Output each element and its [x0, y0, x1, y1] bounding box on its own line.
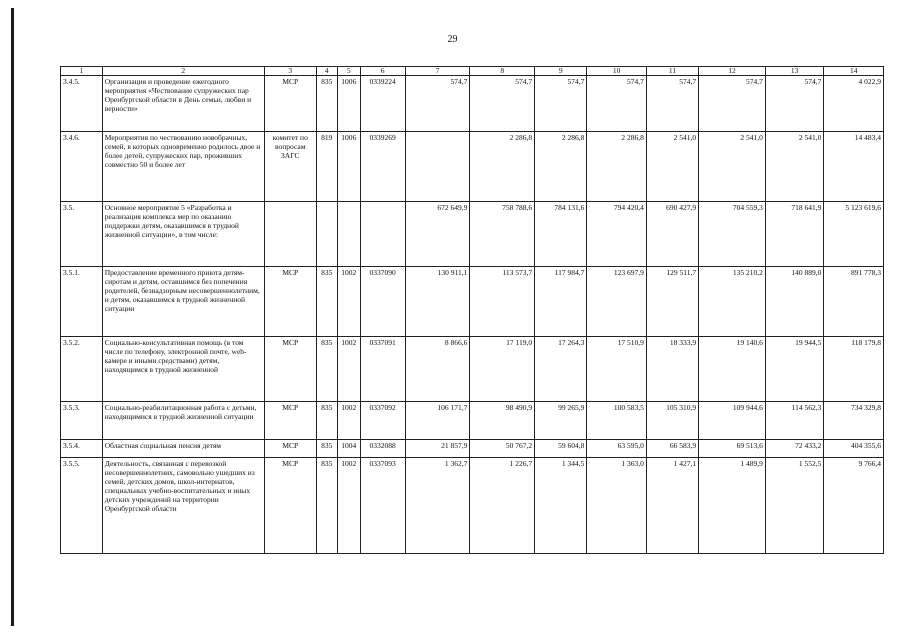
row-value: 19 140,6	[699, 337, 766, 402]
row-value: 106 171,7	[405, 402, 470, 440]
row-value: 2 541,0	[765, 132, 823, 202]
row-executor: МСР	[264, 402, 316, 440]
row-executor: МСР	[264, 267, 316, 337]
row-value: 140 889,0	[765, 267, 823, 337]
row-value: 2 541,0	[699, 132, 766, 202]
row-code-target: 0337090	[360, 267, 405, 337]
row-value: 574,7	[405, 76, 470, 132]
row-value: 1 344,5	[535, 458, 587, 554]
row-number: 3.4.6.	[61, 132, 103, 202]
row-name: Деятельность, связанная с перевозкой несовершеннолетних, самовольно ушедших из семей, детских домов, школ-интернатов, специальных учебно-воспитательных и иных детских учреждений на территории Оренбургской области	[102, 458, 264, 554]
page-left-border	[11, 8, 14, 626]
row-value: 1 552,5	[765, 458, 823, 554]
column-number: 1	[61, 67, 103, 76]
row-executor: МСР	[264, 337, 316, 402]
column-number: 7	[405, 67, 470, 76]
row-name: Организация и проведение ежегодного мероприятия «Чествование супружеских пар Оренбургской области в День семьи, любви и верности»	[102, 76, 264, 132]
row-executor: МСР	[264, 76, 316, 132]
row-number: 3.5.2.	[61, 337, 103, 402]
row-value: 1 363,0	[587, 458, 647, 554]
column-number-row	[61, 67, 884, 76]
row-code-ministry: 835	[316, 440, 337, 458]
table-body	[61, 67, 884, 554]
row-value: 21 857,9	[405, 440, 470, 458]
row-value: 99 265,9	[535, 402, 587, 440]
row-value: 2 541,0	[646, 132, 698, 202]
row-number: 3.5.	[61, 202, 103, 267]
table-row	[61, 337, 884, 402]
column-number: 10	[587, 67, 647, 76]
row-value: 69 513,6	[699, 440, 766, 458]
row-code-target: 0339269	[360, 132, 405, 202]
row-value: 17 119,0	[470, 337, 535, 402]
column-number: 9	[535, 67, 587, 76]
row-code-ministry: 835	[316, 76, 337, 132]
row-value: 129 511,7	[646, 267, 698, 337]
row-value: 5 123 619,6	[824, 202, 884, 267]
row-value: 1 226,7	[470, 458, 535, 554]
row-value: 672 649,9	[405, 202, 470, 267]
row-code-target	[360, 202, 405, 267]
row-name: Основное мероприятие 5 «Разработка и реализация комплекса мер по оказанию поддержки детям, оказавшимся в трудной жизненной ситуации», в том числе:	[102, 202, 264, 267]
row-value: 114 562,3	[765, 402, 823, 440]
row-value: 123 697,9	[587, 267, 647, 337]
row-code-ministry: 835	[316, 337, 337, 402]
row-name: Социально-консультативная помощь (в том числе по телефону, электронной почте, web-камере и иными средствами) детям, находящимся в трудной жизненной	[102, 337, 264, 402]
row-value	[405, 132, 470, 202]
row-number: 3.5.5.	[61, 458, 103, 554]
row-executor: МСР	[264, 440, 316, 458]
row-code-target: 0332088	[360, 440, 405, 458]
row-code-section: 1002	[337, 458, 360, 554]
row-executor	[264, 202, 316, 267]
row-code-section: 1002	[337, 337, 360, 402]
row-code-section: 1002	[337, 267, 360, 337]
row-number: 3.5.3.	[61, 402, 103, 440]
row-executor: комитет по вопросам ЗАГС	[264, 132, 316, 202]
row-name: Предоставление временного приюта детям-сиротам и детям, оставшимся без попечения родителей, безнадзорным несовершеннолетним, и детям, оказавшимся в трудной жизненной ситуации	[102, 267, 264, 337]
row-code-section: 1004	[337, 440, 360, 458]
row-value: 574,7	[535, 76, 587, 132]
row-value: 100 583,5	[587, 402, 647, 440]
row-value: 784 131,6	[535, 202, 587, 267]
row-name: Областная социальная пенсия детям	[102, 440, 264, 458]
table-row	[61, 402, 884, 440]
row-value: 98 490,9	[470, 402, 535, 440]
row-value: 72 433,2	[765, 440, 823, 458]
row-value: 8 866,6	[405, 337, 470, 402]
row-value: 118 179,8	[824, 337, 884, 402]
row-value: 130 911,1	[405, 267, 470, 337]
row-value: 574,7	[587, 76, 647, 132]
row-code-ministry	[316, 202, 337, 267]
row-value: 113 573,7	[470, 267, 535, 337]
column-number: 2	[102, 67, 264, 76]
row-value: 574,7	[765, 76, 823, 132]
column-number: 12	[699, 67, 766, 76]
row-value: 59 604,8	[535, 440, 587, 458]
row-value: 117 984,7	[535, 267, 587, 337]
row-value: 704 559,3	[699, 202, 766, 267]
row-value: 690 427,9	[646, 202, 698, 267]
row-value: 1 362,7	[405, 458, 470, 554]
row-value: 2 286,8	[587, 132, 647, 202]
row-value: 135 210,2	[699, 267, 766, 337]
row-number: 3.5.1.	[61, 267, 103, 337]
row-value: 17 510,9	[587, 337, 647, 402]
row-value: 14 483,4	[824, 132, 884, 202]
row-value: 574,7	[699, 76, 766, 132]
row-code-section: 1006	[337, 76, 360, 132]
row-code-section	[337, 202, 360, 267]
table-row	[61, 202, 884, 267]
row-number: 3.4.5.	[61, 76, 103, 132]
row-value: 734 329,8	[824, 402, 884, 440]
row-value: 66 583,9	[646, 440, 698, 458]
column-number: 13	[765, 67, 823, 76]
budget-table	[60, 66, 884, 554]
column-number: 11	[646, 67, 698, 76]
row-name: Мероприятия по чествованию новобрачных, семей, в которых одновременно родилось двое и более детей, супружеских пар, проживших совместно 50 и более лет	[102, 132, 264, 202]
row-value: 404 355,6	[824, 440, 884, 458]
row-value: 2 286,8	[535, 132, 587, 202]
row-number: 3.5.4.	[61, 440, 103, 458]
row-value: 18 333,9	[646, 337, 698, 402]
row-value: 1 489,9	[699, 458, 766, 554]
row-code-target: 0337091	[360, 337, 405, 402]
row-code-target: 0337092	[360, 402, 405, 440]
row-value: 17 264,3	[535, 337, 587, 402]
row-value: 758 788,6	[470, 202, 535, 267]
row-value: 794 420,4	[587, 202, 647, 267]
row-name: Социально-реабилитационная работа с детьми, находящимися в трудной жизненной ситуации	[102, 402, 264, 440]
row-value: 109 944,6	[699, 402, 766, 440]
row-value: 574,7	[646, 76, 698, 132]
page-number: 29	[447, 34, 458, 45]
column-number: 6	[360, 67, 405, 76]
row-value: 4 022,9	[824, 76, 884, 132]
column-number: 5	[337, 67, 360, 76]
row-code-ministry: 819	[316, 132, 337, 202]
row-value: 105 310,9	[646, 402, 698, 440]
row-code-section: 1002	[337, 402, 360, 440]
row-value: 63 595,0	[587, 440, 647, 458]
row-value: 50 767,2	[470, 440, 535, 458]
row-code-target: 0337093	[360, 458, 405, 554]
table-row	[61, 132, 884, 202]
column-number: 8	[470, 67, 535, 76]
row-code-ministry: 835	[316, 267, 337, 337]
row-code-ministry: 835	[316, 402, 337, 440]
row-value: 19 944,5	[765, 337, 823, 402]
row-code-target: 0339224	[360, 76, 405, 132]
column-number: 3	[264, 67, 316, 76]
row-value: 9 766,4	[824, 458, 884, 554]
row-executor: МСР	[264, 458, 316, 554]
row-value: 2 286,8	[470, 132, 535, 202]
table-row	[61, 458, 884, 554]
row-value: 718 641,9	[765, 202, 823, 267]
row-code-section: 1006	[337, 132, 360, 202]
table-row	[61, 267, 884, 337]
row-value: 1 427,1	[646, 458, 698, 554]
column-number: 4	[316, 67, 337, 76]
column-number: 14	[824, 67, 884, 76]
row-code-ministry: 835	[316, 458, 337, 554]
table-row	[61, 76, 884, 132]
row-value: 574,7	[470, 76, 535, 132]
table-row	[61, 440, 884, 458]
row-value: 891 778,3	[824, 267, 884, 337]
